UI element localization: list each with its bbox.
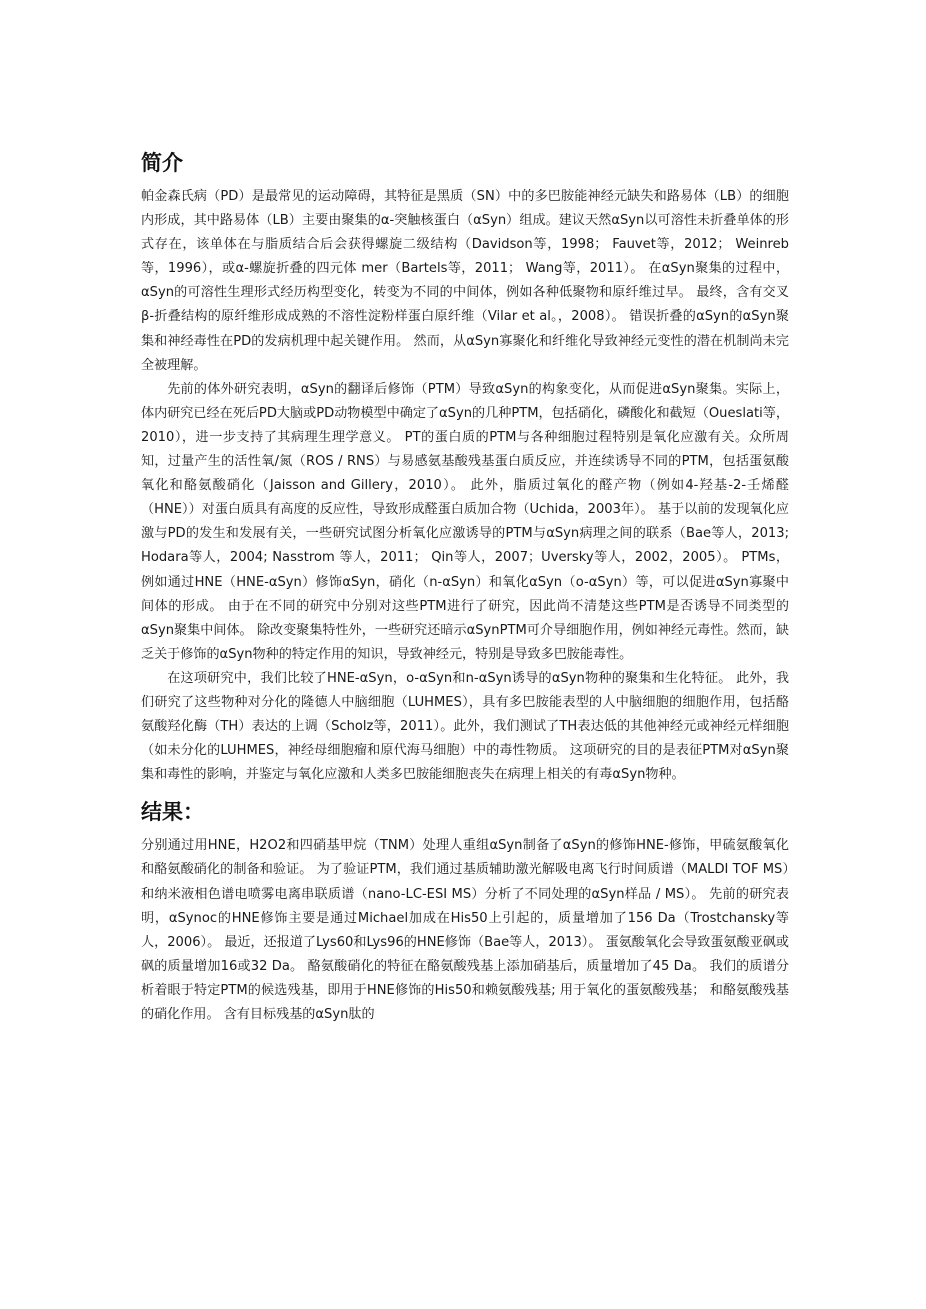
intro-paragraph-3: 在这项研究中，我们比较了HNE-αSyn，o-αSyn和n-αSyn诱导的αSyn物种的聚集和生化特征。 此外，我们研究了这些物种对分化的隆德人中脑细胞（LUHMES），具有多巴胺能表型的人中脑细胞的细胞作用，包括酪氨酸羟化酶（TH）表达的上调（Scholz等，2011）。此外，我们测试了TH表达低的其他神经元或神经元样细胞（如未分化的LUHMES，神经母细胞瘤和原代海马细胞）中的毒性物质。 这项研究的目的是表征PTM对αSyn聚集和毒性的影响，并鉴定与氧化应激和人类多巴胺能细胞丧失在病理上相关的有毒αSyn物种。 — [141, 670, 789, 783]
intro-paragraph-1: 帕金森氏病（PD）是最常见的运动障碍，其特征是黑质（SN）中的多巴胺能神经元缺失和路易体（LB）的细胞内形成，其中路易体（LB）主要由聚集的α-突触核蛋白（αSyn）组成。建议天然αSyn以可溶性未折叠单体的形式存在，该单体在与脂质结合后会获得螺旋二级结构（Davidson等，1998； Fauvet等，2012； Weinreb等，1996），或α-螺旋折叠的四元体 mer（Bartels等，2011； Wang等，2011）。 在αSyn聚集的过程中，αSyn的可溶性生理形式经历构型变化，转变为不同的中间体，例如各种低聚物和原纤维过早。 最终，含有交叉β-折叠结构的原纤维形成成熟的不溶性淀粉样蛋白原纤维（Vilar et al。，2008）。 错误折叠的αSyn的αSyn聚集和神经毒性在PD的发病机理中起关键作用。 然而，从αSyn寡聚化和纤维化导致神经元变性的潜在机制尚未完全被理解。 — [141, 189, 789, 373]
intro-heading: 简介 — [141, 151, 183, 175]
document-page — [141, 148, 789, 1027]
results-paragraph-1: 分别通过用HNE，H2O2和四硝基甲烷（TNM）处理人重组αSyn制备了αSyn的修饰HNE-修饰，甲硫氨酸氧化和酪氨酸硝化的制备和验证。 为了验证PTM，我们通过基质辅助激光解吸电离飞行时间质谱（MALDI TOF MS）和纳米液相色谱电喷雾电离串联质谱（nano-LC-ESI MS）分析了不同处理的αSyn样品 / MS）。 先前的研究表明，αSynoc的HNE修饰主要是通过Michael加成在His50上引起的，质量增加了156 Da（Trostchansky等人，2006）。 最近，还报道了Lys60和Lys96的HNE修饰（Bae等人，2013）。 蛋氨酸氧化会导致蛋氨酸亚砜或砜的质量增加16或32 Da。 酪氨酸硝化的特征在酪氨酸残基上添加硝基后，质量增加了45 Da。 我们的质谱分析着眼于特定PTM的候选残基，即用于HNE修饰的His50和赖氨酸残基; 用于氧化的蛋氨酸残基； 和酪氨酸残基的硝化作用。 含有目标残基的αSyn肽的 — [141, 838, 789, 1022]
results-heading: 结果： — [141, 800, 204, 825]
intro-paragraph-2: 先前的体外研究表明，αSyn的翻译后修饰（PTM）导致αSyn的构象变化，从而促进αSyn聚集。实际上，体内研究已经在死后PD大脑或PD动物模型中确定了αSyn的几种PTM，包括硝化，磷酸化和截短（Oueslati等，2010），进一步支持了其病理生理学意义。 PT的蛋白质的PTM与各种细胞过程特别是氧化应激有关。众所周知，过量产生的活性氧/氮（ROS / RNS）与易感氨基酸残基蛋白质反应，并连续诱导不同的PTM，包括蛋氨酸氧化和酪氨酸硝化（Jaisson and Gillery，2010）。 此外，脂质过氧化的醛产物（例如4-羟基-2-壬烯醛（HNE））对蛋白质具有高度的反应性，导致形成醛蛋白质加合物（Uchida，2003年）。 基于以前的发现氧化应激与PD的发生和发展有关，一些研究试图分析氧化应激诱导的PTM与αSyn病理之间的联系（Bae等人，2013; Hodara等人，2004; Nasstrom 等人，2011； Qin等人，2007；Uversky等人，2002，2005）。 PTMs，例如通过HNE（HNE-αSyn）修饰αSyn，硝化（n-αSyn）和氧化αSyn（o-αSyn）等，可以促进αSyn寡聚中间体的形成。 由于在不同的研究中分别对这些PTM进行了研究，因此尚不清楚这些PTM是否诱导不同类型的αSyn聚集中间体。 除改变聚集特性外，一些研究还暗示αSynPTM可介导细胞作用，例如神经元毒性。然而，缺乏关于修饰的αSyn物种的特定作用的知识，导致神经元，特别是导致多巴胺能毒性。 — [141, 381, 789, 662]
